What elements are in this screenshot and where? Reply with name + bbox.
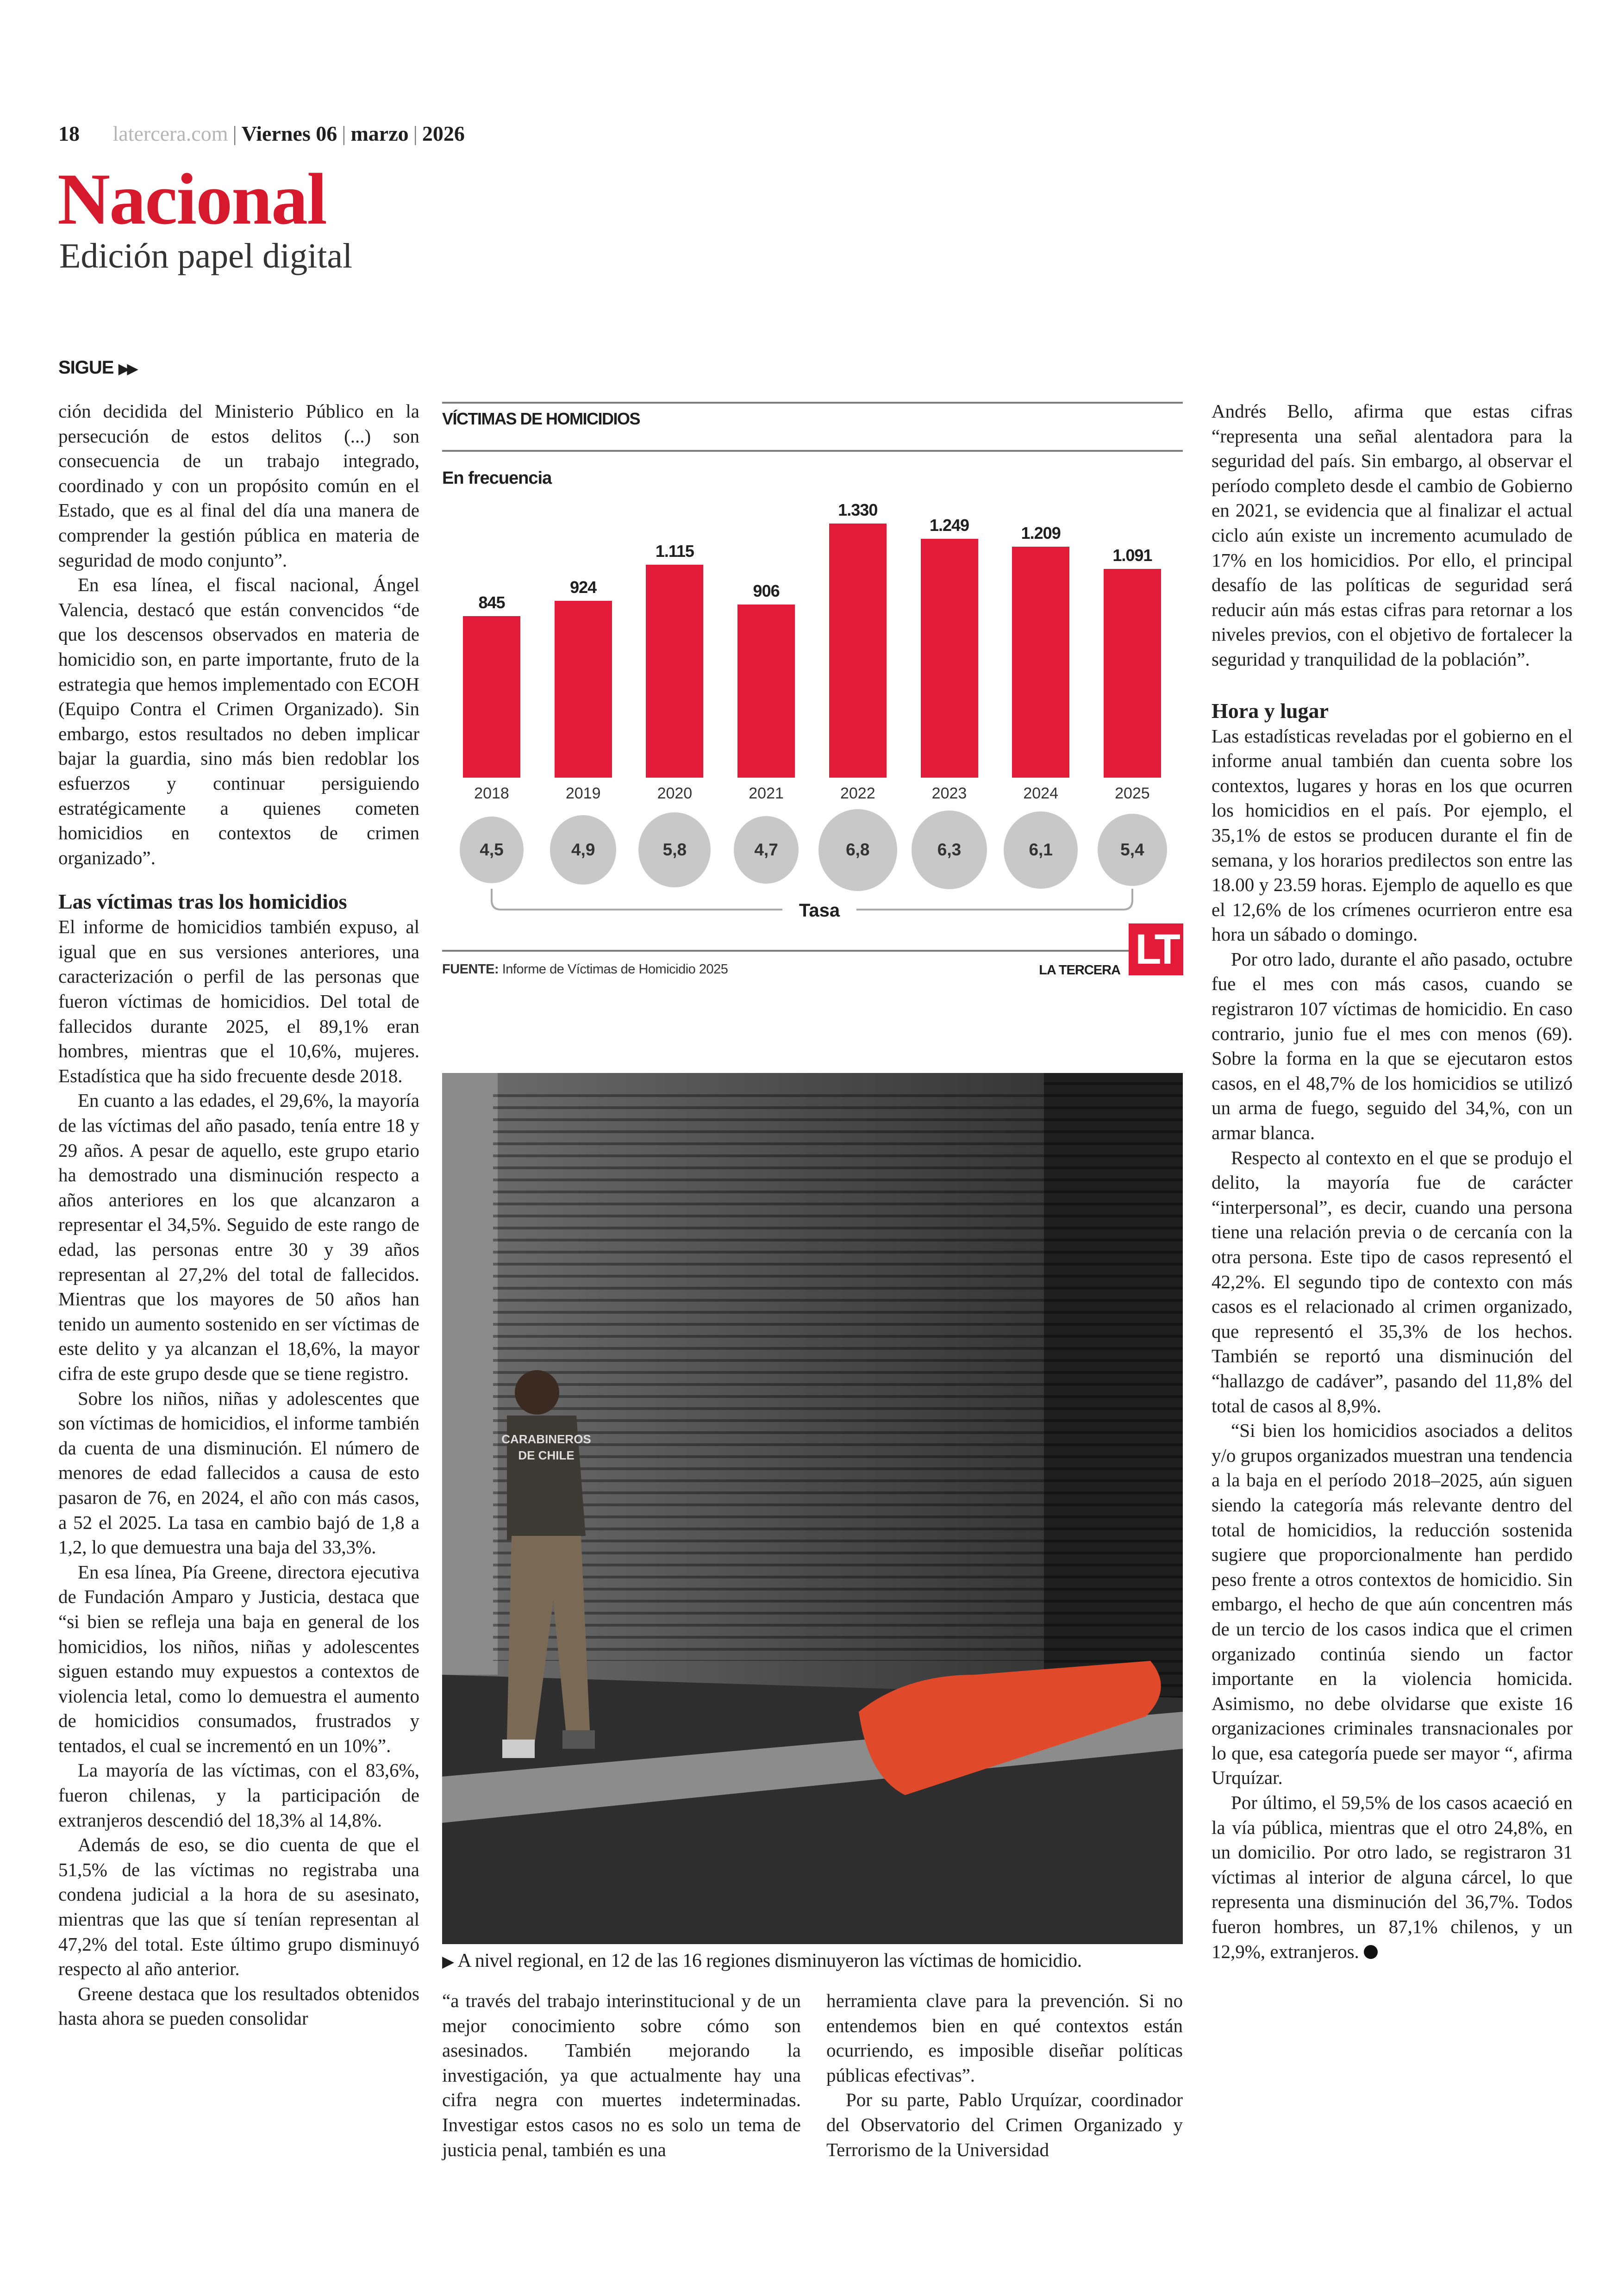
- divider: [442, 950, 1129, 952]
- svg-text:DE CHILE: DE CHILE: [518, 1448, 575, 1462]
- bar-value-label: 1.091: [1112, 546, 1152, 565]
- year-label: 2023: [931, 785, 967, 802]
- article-column-3: [826, 1989, 1183, 2162]
- year-label: 2020: [657, 785, 693, 802]
- paragraph: En esa línea, el fiscal nacional, Ángel Valencia, destacó que están convencidos “de que los descensos observados en materia de homicidio son, en parte importante, fruto de la estrategia que hemos implementado con ECOH (Equipo Contra el Crimen Organizado). Sin embargo, estos resultados no deben implicar bajar la guardia, sino más bien redoblar los esfuerzos y continuar persiguiendo estratégicamente a quienes cometen homicidios en contextos de crimen organizado”.: [58, 574, 419, 868]
- paragraph: Por su parte, Pablo Urquízar, coordinador del Observatorio del Crimen Organizado y Terrorismo de la Universidad: [826, 2089, 1183, 2160]
- divider: |: [413, 122, 418, 145]
- rate-circle: 6,3: [912, 811, 987, 889]
- paragraph: Respecto al contexto en el que se produjo el delito, la mayoría fue de carácter “interpersonal”, es decir, cuando una persona tiene una relación previa o de cercanía con la otra persona. Este tipo de casos representó el 42,2%. El segundo tipo de contexto con más casos es el relacionado al crimen organizado, que representó el 35,3% de los hechos. También se reportó una disminución del “hallazgo de cadáver”, pasando del 11,8% del total de casos al 8,9%.: [1212, 1147, 1573, 1416]
- date-month: marzo: [350, 122, 409, 145]
- paragraph: Sobre los niños, niñas y adolescentes que son víctimas de homicidios, el informe también da cuenta de una disminución. El número de menores de edad fallecidos a causa de esto pasaron de 76, en 2024, el año con más casos, a 52 el 2025. La tasa en cambio bajó de 1,8 a 1,2, lo que demuestra una baja del 33,3%.: [58, 1387, 419, 1558]
- rate-circle: 5,8: [638, 812, 711, 887]
- rate-circle: 4,7: [734, 816, 799, 884]
- bar-value-label: 1.115: [655, 541, 694, 561]
- year-label: 2022: [840, 785, 875, 802]
- page-number: 18: [58, 122, 80, 145]
- paragraph: “a través del trabajo interinstitucional y de un mejor conocimiento sobre cómo son asesinados. También mejorando la investigación, ya que actualmente hay una cifra negra con muertes indeterminadas. Investigar estos casos no es solo un tema de justicia penal, también es una: [442, 1990, 801, 2160]
- rate-circle: 6,8: [818, 809, 897, 891]
- paragraph: Greene destaca que los resultados obtenidos hasta ahora se pueden consolidar: [58, 1983, 419, 2029]
- paragraph: Andrés Bello, afirma que estas cifras “representa una señal alentadora para la seguridad del país. Sin embargo, al observar el período completo desde el cambio de Gobierno en 2021, se evidencia que al finalizar el actual ciclo aún existe un incremento acumulado de 17% en los homicidios. Por ello, el principal desafío de las políticas de seguridad será reducir aún más estas cifras para retornar a los niveles previos, con el objetivo de fortalecer la seguridad y tranquilidad de la población”.: [1212, 400, 1573, 670]
- paragraph: ción decidida del Ministerio Público en la persecución de estos delitos (...) son consecuencia de un trabajo integrado, coordinado y con un propósito común en el Estado, que es al final del día una manera de comprender la gestión pública en materia de seguridad de modo conjunto”.: [58, 400, 419, 571]
- paragraph: La mayoría de las víctimas, con el 83,6%, fueron chilenas, y la participación de extranjeros descendió del 18,3% al 14,8%.: [58, 1759, 419, 1831]
- paragraph: El informe de homicidios también expuso, al igual que en sus versiones anteriores, una caracterización o perfil de las personas que fueron víctimas de homicidios. Del total de fallecidos durante 2025, el 89,1% eran hombres, mientras que el 10,6%, mujeres. Estadística que ha sido frecuente desde 2018.: [58, 916, 419, 1086]
- logo-text: LT: [1135, 925, 1177, 973]
- source-prefix: FUENTE:: [442, 962, 499, 977]
- bar-value-label: 1.249: [929, 516, 969, 535]
- rate-circle: 6,1: [1004, 811, 1078, 889]
- section-title: Nacional: [57, 159, 326, 240]
- chart-title: VÍCTIMAS DE HOMICIDIOS: [442, 409, 640, 428]
- site-link[interactable]: latercera.com: [112, 122, 228, 145]
- year-label: 2024: [1023, 785, 1058, 802]
- double-arrow-right-icon: ▶▶: [118, 360, 136, 377]
- date-year: 2026: [422, 122, 465, 145]
- subheading: Hora y lugar: [1212, 698, 1329, 723]
- bar-value-label: 1.209: [1021, 523, 1061, 543]
- paragraph-text: Por último, el 59,5% de los casos acaeció en la vía pública, mientras que el otro 24,8%, en un domicilio. Por otro lado, se registraron 31 víctimas al interior de alguna cárcel, lo que representa una disminución del 36,7%. Todos fueron hombres, un 87,1% chilenos, y un 12,9%, extranjeros.: [1212, 1792, 1573, 1962]
- subheading: Las víctimas tras los homicidios: [58, 890, 347, 914]
- paragraph: [1212, 1790, 1573, 1964]
- bar-value-label: 845: [478, 593, 505, 612]
- divider: |: [342, 122, 346, 145]
- date-day: Viernes 06: [241, 122, 337, 145]
- photo-illustration: [442, 1073, 1183, 1944]
- chart-subtitle: En frecuencia: [442, 468, 552, 488]
- year-label: 2025: [1115, 785, 1150, 802]
- credit: LA TERCERA: [1039, 963, 1120, 978]
- paragraph: En esa línea, Pía Greene, directora ejecutiva de Fundación Amparo y Justicia, destaca que “si bien se refleja una baja en general de los homicidios, los niños, niñas y adolescentes siguen estando muy expuestos a contextos de violencia letal, como lo demuestra el aumento de homicidios consumados, frustrados y tentados, el cual se incrementó en un 10%”.: [58, 1561, 419, 1756]
- article-column-2: [442, 1989, 801, 2162]
- year-label: 2021: [749, 785, 784, 802]
- paragraph: herramienta clave para la prevención. Si no entendemos bien en qué contextos están ocurriendo, es imposible diseñar políticas públicas efectivas”.: [826, 1990, 1183, 2086]
- svg-text:CARABINEROS: CARABINEROS: [501, 1432, 591, 1446]
- rate-label: Tasa: [787, 900, 852, 921]
- photo-caption: [442, 1950, 1082, 1972]
- continues-label: SIGUE: [58, 357, 114, 378]
- bar-value-label: 1.330: [838, 500, 878, 519]
- bar-value-label: 906: [753, 581, 780, 600]
- paragraph: “Si bien los homicidios asociados a delitos y/o grupos organizados muestran una tendencia a la baja en el período 2018–2025, aún siguen siendo la categoría más relevante dentro del total de homicidios, la reducción sostenida sugiere que proporcionalmente han perdido peso frente a otros contextos de homicidio. Sin embargo, el hecho de que aún concentren más de un tercio de los casos indica que el crimen organizado continúa siendo un factor importante en la violencia homicida. Asimismo, no debe olvidarse que existe 16 organizaciones criminales transnacionales por lo que, esa categoría puede ser mayor “, afirma Urquízar.: [1212, 1420, 1573, 1789]
- section-subtitle: Edición papel digital: [59, 237, 353, 275]
- news-photo: [442, 1073, 1183, 1944]
- year-label: 2018: [474, 785, 509, 802]
- article-column-4: [1212, 399, 1573, 1964]
- paragraph: Las estadísticas reveladas por el gobierno en el informe anual también dan cuenta sobre los contextos, lugares y horas en los que ocurren los homicidios en el país. Por ejemplo, el 35,1% de estos se producen durante el fin de semana, y los horarios predilectos son entre las 18.00 y 23.59 horas. Ejemplo de aquello es que el 12,6% de los crímenes ocurrieron entre esa hora un sábado o domingo.: [1212, 725, 1573, 945]
- chart-source: [442, 962, 728, 977]
- rate-circle: 4,9: [550, 815, 617, 884]
- triangle-right-icon: ▶: [442, 1953, 454, 1971]
- paragraph: Por otro lado, durante el año pasado, octubre fue el mes con más casos, cuando se registraron 107 víctimas de homicidio. En caso contrario, junio fue el mes con menos (69). Sobre la forma en la que se ejecutaron estos casos, en el 48,7% de los homicidios se utilizó un arma de fuego, seguido del 34,%, con un armar blanca.: [1212, 948, 1573, 1144]
- paragraph: En cuanto a las edades, el 29,6%, la mayoría de las víctimas del año pasado, tenía entre 18 y 29 años. A pesar de aquello, este grupo etario ha demostrado una disminución respecto a años anteriores en los que alcanzaron a representar el 34,5%. Seguido de este rango de edad, las personas entre 30 y 39 años representan al 27,2% del total de fallecidos. Mientras que los mayores de 50 años han tenido un aumento sostenido en ser víctimas de este delito y ya alcanzan el 18,6%, la mayor cifra de este grupo desde que se tiene registro.: [58, 1090, 419, 1384]
- rate-circle: 4,5: [460, 817, 524, 883]
- rate-circle: 5,4: [1098, 814, 1168, 886]
- caption-text: A nivel regional, en 12 de las 16 regiones disminuyeron las víctimas de homicidio.: [457, 1950, 1082, 1971]
- divider: |: [232, 122, 237, 145]
- la-tercera-logo: [1129, 923, 1183, 975]
- paragraph: Además de eso, se dio cuenta de que el 51,5% de las víctimas no registraba una condena judicial a la hora de su asesinato, mientras que las que sí tenían representan al 47,2% del total. Este último grupo disminuyó respecto al año anterior.: [58, 1834, 419, 1980]
- year-label: 2019: [565, 785, 601, 802]
- source-text: Informe de Víctimas de Homicidio 2025: [502, 962, 728, 977]
- bar-value-label: 924: [570, 578, 597, 597]
- end-mark-icon: [1364, 1945, 1378, 1959]
